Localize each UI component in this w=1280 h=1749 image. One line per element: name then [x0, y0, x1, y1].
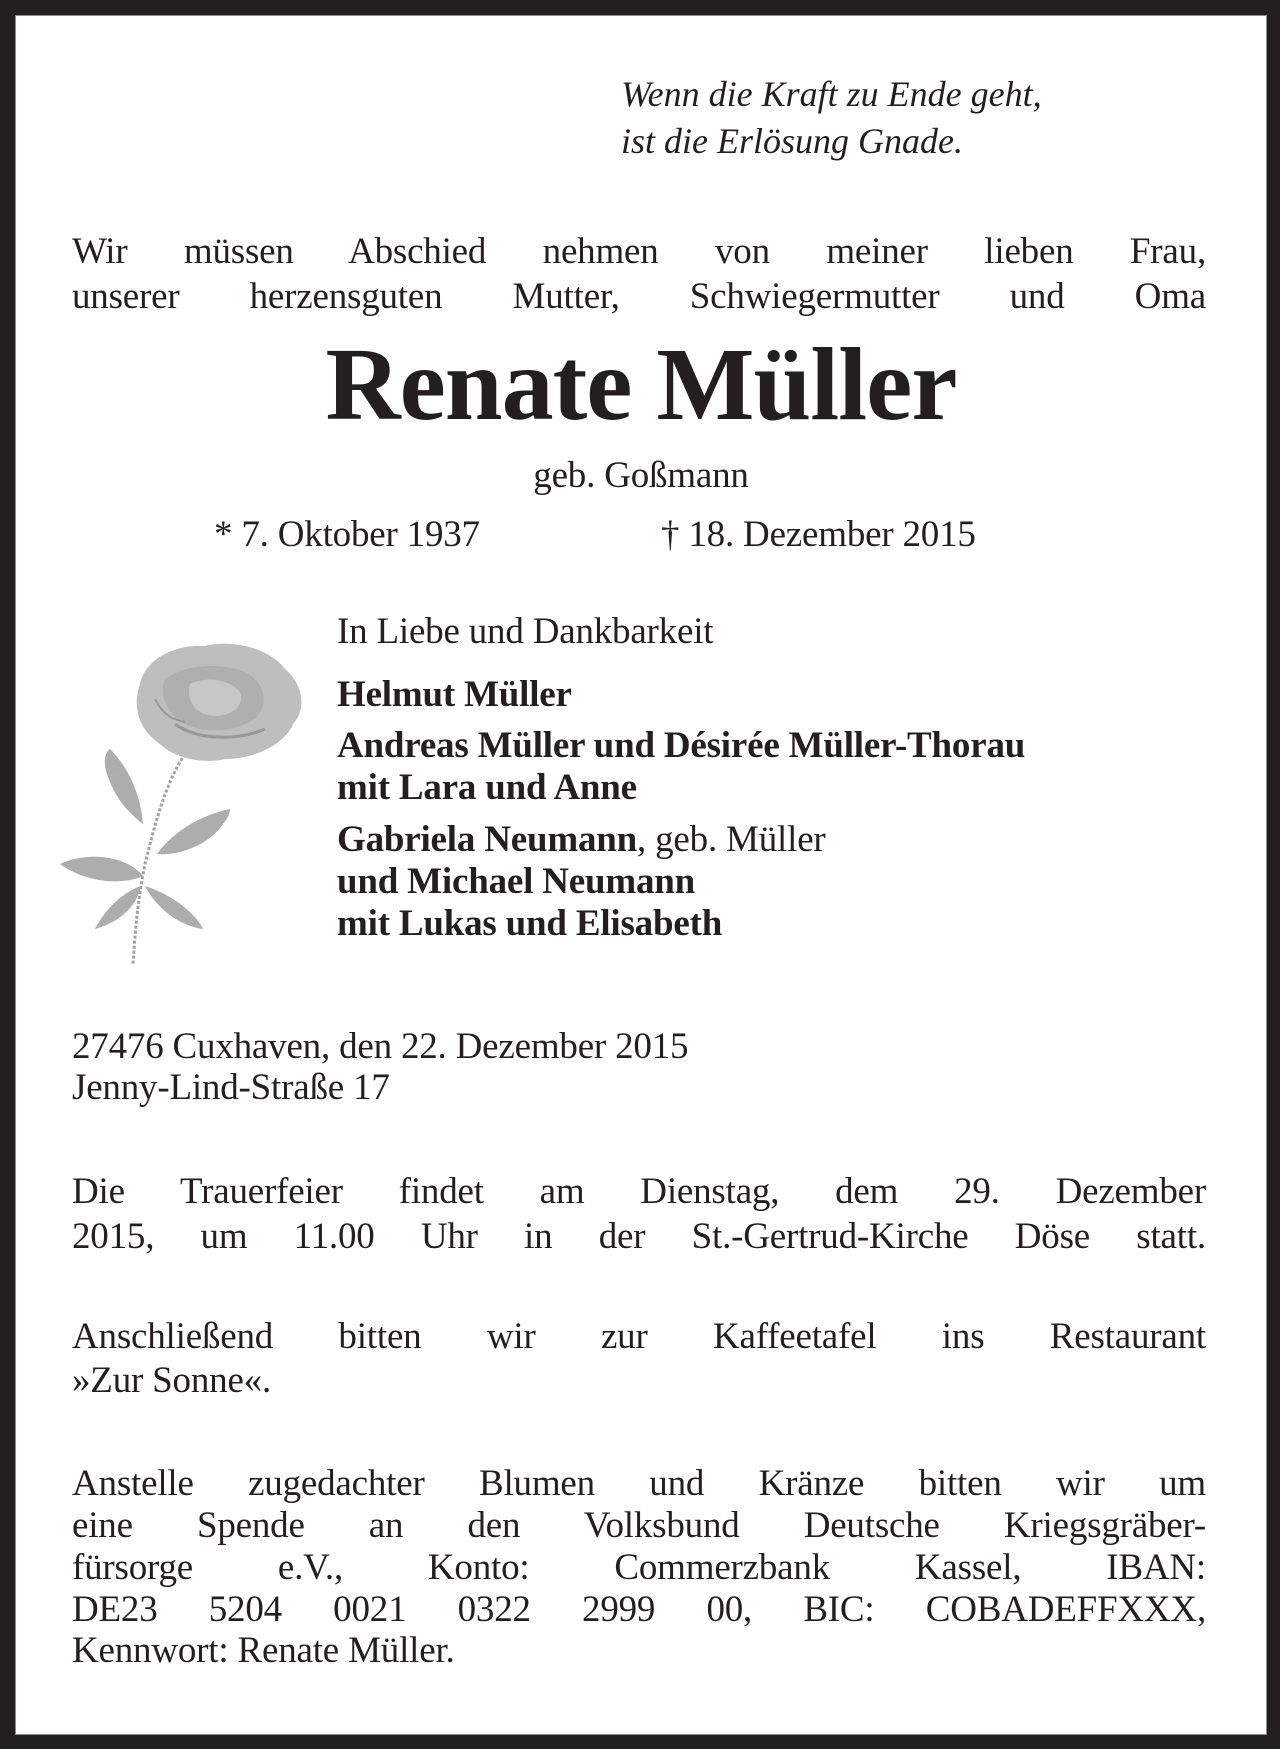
deceased-name: Renate Müller [325, 327, 957, 442]
intro-line-1: Wir müssen Abschied nehmen von meiner lieben Frau, [72, 231, 1206, 272]
reception-line-1: Anschließend bitten wir zur Kaffeetafel ins Restaurant [72, 1316, 1206, 1357]
rose-icon [45, 624, 315, 969]
mourner-gabriela-name: Gabriela Neumann [337, 819, 638, 860]
mourner-gabriela-maiden: , geb. Müller [637, 819, 826, 860]
address-line-1: 27476 Cuxhaven, den 22. Dezember 2015 [72, 1026, 689, 1067]
funeral-line-2: 2015, um 11.00 Uhr in der St.-Gertrud-Kirche Döse statt. [72, 1216, 1206, 1257]
maiden-name: geb. Goßmann [533, 455, 749, 496]
intro-line-2: unserer herzensguten Mutter, Schwiegermutter und Oma [72, 276, 1206, 317]
mourner-gabriela [337, 821, 826, 858]
mourner-helmut: Helmut Müller [337, 674, 572, 715]
donation-line-2: eine Spende an den Volksbund Deutsche Kriegsgräber- [72, 1505, 1206, 1546]
mourner-gabriela-children: mit Lukas und Elisabeth [337, 903, 723, 944]
funeral-line-1: Die Trauerfeier findet am Dienstag, dem 29. Dezember [72, 1171, 1206, 1212]
donation-line-1: Anstelle zugedachter Blumen und Kränze bitten wir um [72, 1463, 1206, 1504]
birth-date: * 7. Oktober 1937 [214, 514, 480, 555]
donation-line-4: DE23 5204 0021 0322 2999 00, BIC: COBADEFFXXX, [72, 1589, 1206, 1630]
quote-line-1: Wenn die Kraft zu Ende geht, [621, 74, 1042, 114]
reception-line-2: »Zur Sonne«. [72, 1360, 272, 1401]
mourner-andreas-children: mit Lara und Anne [337, 767, 637, 808]
obituary-notice [15, 15, 1267, 1735]
death-date: † 18. Dezember 2015 [661, 514, 976, 555]
quote-line-2: ist die Erlösung Gnade. [621, 121, 963, 161]
address-line-2: Jenny-Lind-Straße 17 [72, 1067, 390, 1108]
donation-line-5: Kennwort: Renate Müller. [72, 1630, 455, 1671]
mourners-heading: In Liebe und Dankbarkeit [337, 611, 714, 652]
mourner-andreas: Andreas Müller und Désirée Müller-Thorau [337, 725, 1026, 766]
donation-line-3: fürsorge e.V., Konto: Commerzbank Kassel, IBAN: [72, 1547, 1206, 1588]
mourner-michael: und Michael Neumann [337, 861, 696, 902]
